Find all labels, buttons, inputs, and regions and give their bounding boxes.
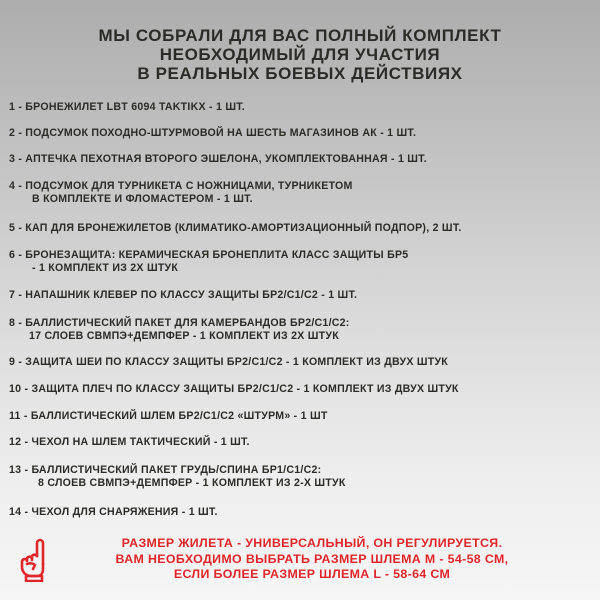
title-line-3: В РЕАЛЬНЫХ БОЕВЫХ ДЕЙСТВИЯХ [137,64,463,83]
list-item [9,101,245,114]
pointing-hand-icon [20,538,50,582]
item-text: 11 - БАЛЛИСТИЧЕСКИЙ ШЛЕМ БР2/С1/С2 «ШТУРМ» - 1 ШТ [9,410,328,422]
list-item [9,222,462,235]
notice-text [52,536,572,583]
item-text-continuation: 8 СЛОЕВ СВМПЭ+ДЕМПФЕР - 1 КОМПЛЕКТ ИЗ 2-Х ШТУК [38,477,346,489]
item-text: 3 - АПТЕЧКА ПЕХОТНАЯ ВТОРОГО ЭШЕЛОНА, УКОМПЛЕКТОВАННАЯ - 1 ШТ. [9,153,427,165]
item-text: 14 - ЧЕХОЛ ДЛЯ СНАРЯЖЕНИЯ - 1 ШТ. [9,506,218,518]
list-item [9,249,408,275]
notice-line-1: РАЗМЕР ЖИЛЕТА - УНИВЕРСАЛЬНЫЙ, ОН РЕГУЛИРУЕТСЯ. [121,536,503,550]
list-item [9,383,459,396]
item-text: 10 - ЗАЩИТА ПЛЕЧ ПО КЛАССУ ЗАЩИТЫ БР2/С1/С2 - 1 КОМПЛЕКТ ИЗ ДВУХ ШТУК [9,383,459,395]
list-item [9,410,328,423]
item-text: 8 - БАЛЛИСТИЧЕСКИЙ ПАКЕТ ДЛЯ КАМЕРБАНДОВ БР2/С1/С2: [9,317,350,329]
item-text: 6 - БРОНЕЗАЩИТА: КЕРАМИЧЕСКАЯ БРОНЕПЛИТА КЛАСС ЗАЩИТЫ БР5 [9,249,409,261]
item-text: 9 - ЗАЩИТА ШЕИ ПО КЛАССУ ЗАЩИТЫ БР2/С1/С2 - 1 КОМПЛЕКТ ИЗ ДВУХ ШТУК [9,356,449,368]
list-item [9,506,218,519]
item-text-continuation: В КОМПЛЕКТЕ И ФЛОМАСТЕРОМ - 1 ШТ. [32,193,253,205]
list-item [9,127,416,140]
list-item [9,317,350,343]
list-item [9,153,427,166]
item-text-continuation: 17 СЛОЕВ СВМПЭ+ДЕМПФЕР - 1 КОМПЛЕКТ ИЗ 2Х ШТУК [29,330,339,342]
item-text: 1 - БРОНЕЖИЛЕТ LBT 6094 TAKTIKX - 1 ШТ. [9,101,245,113]
item-text: 2 - ПОДСУМОК ПОХОДНО-ШТУРМОВОЙ НА ШЕСТЬ МАГАЗИНОВ АК - 1 ШТ. [9,127,417,139]
item-text: 12 - ЧЕХОЛ НА ШЛЕМ ТАКТИЧЕСКИЙ - 1 ШТ. [9,436,250,448]
notice-line-2: ВАМ НЕОБХОДИМО ВЫБРАТЬ РАЗМЕР ШЛЕМА M - 54-58 СМ, [115,551,509,566]
list-item [9,436,250,449]
title-line-2: НЕОБХОДИМЫЙ ДЛЯ УЧАСТИЯ [159,45,441,64]
size-notice [0,536,600,590]
list-item [9,356,448,369]
item-text: 13 - БАЛЛИСТИЧЕСКИЙ ПАКЕТ ГРУДЬ/СПИНА БР1/С1/С2: [9,464,322,476]
item-text-continuation: - 1 КОМПЛЕКТ ИЗ 2Х ШТУК [32,262,179,274]
list-item [9,289,357,302]
item-text: 7 - НАПАШНИК КЛЕВЕР ПО КЛАССУ ЗАЩИТЫ БР2/С1/С2 - 1 ШТ. [9,289,358,301]
notice-line-3: ЕСЛИ БОЛЕЕ РАЗМЕР ШЛЕМА L - 58-64 СМ [173,567,451,581]
list-item [9,464,346,490]
title-line-1: МЫ СОБРАЛИ ДЛЯ ВАС ПОЛНЫЙ КОМПЛЕКТ [98,26,502,45]
page-title [0,26,600,83]
item-text: 4 - ПОДСУМОК ДЛЯ ТУРНИКЕТА С НОЖНИЦАМИ, ТУРНИКЕТОМ [9,180,353,192]
item-text: 5 - КАП ДЛЯ БРОНЕЖИЛЕТОВ (КЛИМАТИКО-АМОРТИЗАЦИОННЫЙ ПОДПОР), 2 ШТ. [9,222,462,234]
list-item [9,180,353,206]
